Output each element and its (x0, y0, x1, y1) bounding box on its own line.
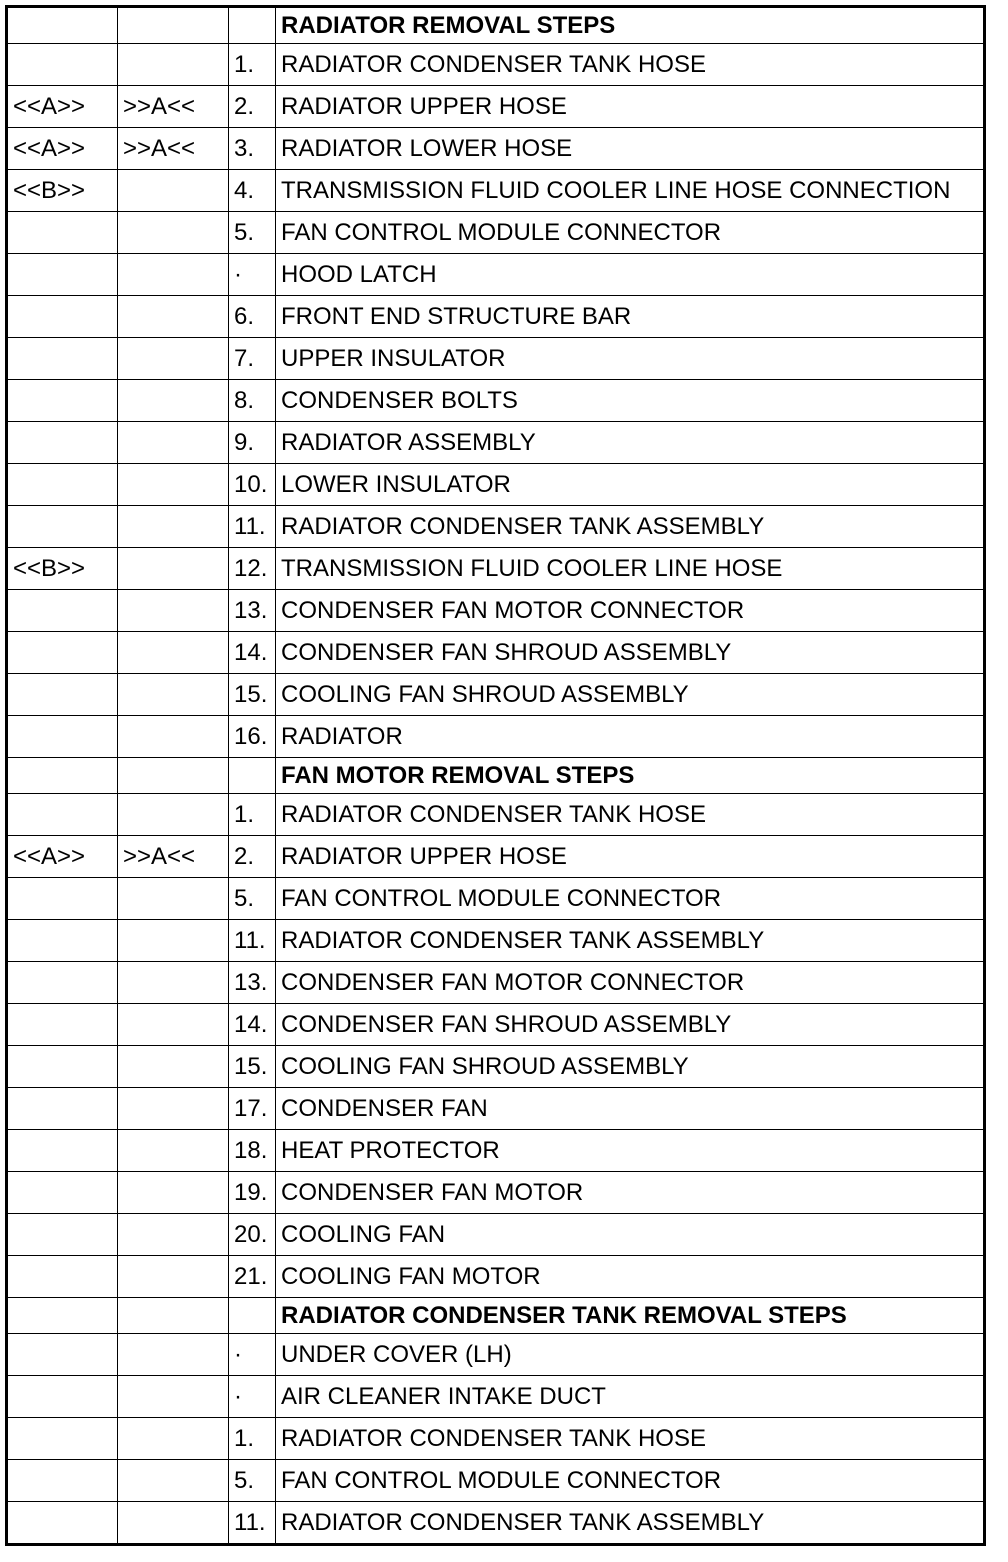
step-row (7, 212, 985, 254)
installation-reference (118, 878, 229, 920)
step-row (7, 1256, 985, 1298)
removal-reference (7, 464, 118, 506)
step-description: FAN CONTROL MODULE CONNECTOR (276, 1460, 985, 1502)
installation-reference (118, 1376, 229, 1418)
step-number: 6. (229, 296, 276, 338)
installation-reference (118, 464, 229, 506)
removal-reference (7, 1088, 118, 1130)
step-row (7, 1460, 985, 1502)
step-number: 5. (229, 1460, 276, 1502)
step-description: COOLING FAN SHROUD ASSEMBLY (276, 1046, 985, 1088)
step-row (7, 548, 985, 590)
removal-reference (7, 1418, 118, 1460)
step-row (7, 1130, 985, 1172)
step-number-cell (229, 7, 276, 44)
step-row (7, 380, 985, 422)
step-number: 8. (229, 380, 276, 422)
removal-reference (7, 1460, 118, 1502)
step-row (7, 920, 985, 962)
installation-reference (118, 170, 229, 212)
installation-reference: >>A<< (118, 836, 229, 878)
step-description: CONDENSER FAN MOTOR (276, 1172, 985, 1214)
removal-reference (7, 632, 118, 674)
installation-reference (118, 1130, 229, 1172)
step-number: 11. (229, 920, 276, 962)
step-number: 20. (229, 1214, 276, 1256)
step-row (7, 878, 985, 920)
step-description: FAN CONTROL MODULE CONNECTOR (276, 878, 985, 920)
removal-reference (7, 794, 118, 836)
step-number: 1. (229, 794, 276, 836)
section-title: RADIATOR REMOVAL STEPS (276, 7, 985, 44)
step-number: 7. (229, 338, 276, 380)
removal-reference (7, 1004, 118, 1046)
step-description: CONDENSER FAN SHROUD ASSEMBLY (276, 632, 985, 674)
removal-reference (7, 254, 118, 296)
step-row (7, 1334, 985, 1376)
step-description: FRONT END STRUCTURE BAR (276, 296, 985, 338)
installation-reference (118, 1418, 229, 1460)
removal-reference (7, 716, 118, 758)
installation-reference (118, 1214, 229, 1256)
step-description: HEAT PROTECTOR (276, 1130, 985, 1172)
section-header-row (7, 758, 985, 794)
installation-reference (118, 1172, 229, 1214)
installation-reference (118, 254, 229, 296)
reference-cell (7, 1298, 118, 1334)
step-number: 21. (229, 1256, 276, 1298)
step-number: 1. (229, 44, 276, 86)
removal-reference (7, 506, 118, 548)
removal-reference (7, 674, 118, 716)
step-description: COOLING FAN MOTOR (276, 1256, 985, 1298)
step-description: CONDENSER FAN MOTOR CONNECTOR (276, 962, 985, 1004)
section-title: RADIATOR CONDENSER TANK REMOVAL STEPS (276, 1298, 985, 1334)
installation-reference (118, 296, 229, 338)
step-row (7, 794, 985, 836)
step-number: 17. (229, 1088, 276, 1130)
step-number: · (229, 1334, 276, 1376)
step-description: CONDENSER FAN (276, 1088, 985, 1130)
removal-reference (7, 338, 118, 380)
step-number: · (229, 1376, 276, 1418)
step-row (7, 128, 985, 170)
section-header-row (7, 7, 985, 44)
step-description: RADIATOR CONDENSER TANK ASSEMBLY (276, 920, 985, 962)
step-description: UNDER COVER (LH) (276, 1334, 985, 1376)
step-number: 16. (229, 716, 276, 758)
installation-reference (118, 1046, 229, 1088)
step-number: 14. (229, 1004, 276, 1046)
installation-reference (118, 674, 229, 716)
step-row (7, 464, 985, 506)
step-row (7, 296, 985, 338)
removal-reference (7, 44, 118, 86)
step-number: 13. (229, 590, 276, 632)
step-row (7, 1376, 985, 1418)
removal-reference (7, 1502, 118, 1545)
step-number: 11. (229, 1502, 276, 1545)
step-row (7, 338, 985, 380)
step-row (7, 254, 985, 296)
step-row (7, 1088, 985, 1130)
installation-reference (118, 1256, 229, 1298)
removal-reference (7, 1130, 118, 1172)
step-number: 13. (229, 962, 276, 1004)
step-number: 10. (229, 464, 276, 506)
step-number: 5. (229, 212, 276, 254)
removal-reference (7, 1256, 118, 1298)
step-number-cell (229, 758, 276, 794)
step-description: HOOD LATCH (276, 254, 985, 296)
removal-reference: <<B>> (7, 548, 118, 590)
step-description: LOWER INSULATOR (276, 464, 985, 506)
step-description: RADIATOR ASSEMBLY (276, 422, 985, 464)
step-row (7, 962, 985, 1004)
step-number: 2. (229, 86, 276, 128)
service-point-cell (118, 1298, 229, 1334)
step-description: UPPER INSULATOR (276, 338, 985, 380)
step-row (7, 590, 985, 632)
service-point-cell (118, 758, 229, 794)
installation-reference (118, 920, 229, 962)
removal-reference (7, 380, 118, 422)
step-number: 12. (229, 548, 276, 590)
installation-reference: >>A<< (118, 86, 229, 128)
installation-reference (118, 1502, 229, 1545)
step-number: 4. (229, 170, 276, 212)
removal-reference (7, 1334, 118, 1376)
reference-cell (7, 758, 118, 794)
step-description: RADIATOR CONDENSER TANK HOSE (276, 794, 985, 836)
step-number: 19. (229, 1172, 276, 1214)
step-description: AIR CLEANER INTAKE DUCT (276, 1376, 985, 1418)
installation-reference (118, 590, 229, 632)
step-row (7, 422, 985, 464)
step-row (7, 1004, 985, 1046)
step-description: CONDENSER FAN SHROUD ASSEMBLY (276, 1004, 985, 1046)
installation-reference (118, 716, 229, 758)
step-number: 18. (229, 1130, 276, 1172)
section-header-row (7, 1298, 985, 1334)
step-description: TRANSMISSION FLUID COOLER LINE HOSE CONNECTION (276, 170, 985, 212)
step-description: RADIATOR CONDENSER TANK HOSE (276, 1418, 985, 1460)
installation-reference (118, 548, 229, 590)
step-row (7, 1502, 985, 1545)
removal-reference (7, 296, 118, 338)
step-row (7, 836, 985, 878)
step-row (7, 632, 985, 674)
step-description: FAN CONTROL MODULE CONNECTOR (276, 212, 985, 254)
step-description: COOLING FAN (276, 1214, 985, 1256)
step-number: 1. (229, 1418, 276, 1460)
installation-reference (118, 1088, 229, 1130)
removal-reference: <<B>> (7, 170, 118, 212)
step-number: · (229, 254, 276, 296)
removal-reference (7, 920, 118, 962)
installation-reference (118, 1334, 229, 1376)
step-number: 11. (229, 506, 276, 548)
step-description: RADIATOR (276, 716, 985, 758)
installation-reference (118, 1460, 229, 1502)
step-description: RADIATOR CONDENSER TANK ASSEMBLY (276, 506, 985, 548)
step-row (7, 44, 985, 86)
step-row (7, 86, 985, 128)
installation-reference (118, 380, 229, 422)
removal-reference (7, 590, 118, 632)
reference-cell (7, 7, 118, 44)
step-number: 14. (229, 632, 276, 674)
step-description: RADIATOR LOWER HOSE (276, 128, 985, 170)
step-row (7, 674, 985, 716)
step-number: 5. (229, 878, 276, 920)
removal-reference (7, 422, 118, 464)
step-description: RADIATOR CONDENSER TANK ASSEMBLY (276, 1502, 985, 1545)
installation-reference (118, 506, 229, 548)
removal-reference (7, 1214, 118, 1256)
removal-reference (7, 962, 118, 1004)
step-description: CONDENSER FAN MOTOR CONNECTOR (276, 590, 985, 632)
removal-steps-table (5, 5, 986, 1546)
removal-reference (7, 878, 118, 920)
step-row (7, 1046, 985, 1088)
step-description: RADIATOR CONDENSER TANK HOSE (276, 44, 985, 86)
removal-reference: <<A>> (7, 128, 118, 170)
step-description: RADIATOR UPPER HOSE (276, 836, 985, 878)
step-description: RADIATOR UPPER HOSE (276, 86, 985, 128)
installation-reference (118, 338, 229, 380)
removal-reference: <<A>> (7, 836, 118, 878)
installation-reference (118, 422, 229, 464)
installation-reference (118, 632, 229, 674)
step-number: 15. (229, 1046, 276, 1088)
service-point-cell (118, 7, 229, 44)
installation-reference (118, 794, 229, 836)
step-row (7, 1418, 985, 1460)
step-row (7, 716, 985, 758)
removal-reference (7, 1376, 118, 1418)
installation-reference (118, 962, 229, 1004)
installation-reference (118, 44, 229, 86)
installation-reference: >>A<< (118, 128, 229, 170)
step-row (7, 170, 985, 212)
step-description: COOLING FAN SHROUD ASSEMBLY (276, 674, 985, 716)
step-number: 15. (229, 674, 276, 716)
step-number: 9. (229, 422, 276, 464)
step-number: 2. (229, 836, 276, 878)
section-title: FAN MOTOR REMOVAL STEPS (276, 758, 985, 794)
removal-reference (7, 1172, 118, 1214)
step-row (7, 1214, 985, 1256)
step-description: CONDENSER BOLTS (276, 380, 985, 422)
step-number: 3. (229, 128, 276, 170)
step-number-cell (229, 1298, 276, 1334)
installation-reference (118, 1004, 229, 1046)
removal-reference (7, 212, 118, 254)
installation-reference (118, 212, 229, 254)
step-description: TRANSMISSION FLUID COOLER LINE HOSE (276, 548, 985, 590)
removal-reference: <<A>> (7, 86, 118, 128)
removal-reference (7, 1046, 118, 1088)
step-row (7, 506, 985, 548)
step-row (7, 1172, 985, 1214)
